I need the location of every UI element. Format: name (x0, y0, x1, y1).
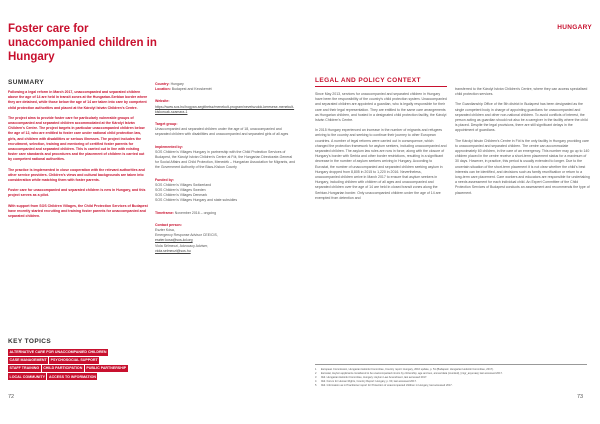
contact-label: Contact person: (155, 222, 182, 227)
contact-email-link[interactable]: eszter.kosa@sos-kd.org (155, 238, 193, 243)
legal-paragraph: In 2015 Hungary experienced an increase in the number of migrants and refugees arriving to the country and seeking to continue their journey to other European countries. A number of legal reforms were carried out in consequence, which changed the protection framework for asylum seekers, including unaccompanied and separated children. The asylum law rules are now in force, along with the closure of Hungary's border with Serbia and other border restrictions, resulting in a significant decrease in the number of asylum seekers arriving in Hungary. According to Eurostat, the number of unaccompanied and separated children seeking asylum in Hungary dropped from 8,805 in 2015 to 1,220 in 2016. Nevertheless, unaccompanied children arrive in March 2017 to ensure that asylum seekers in Hungary, including children with children of all ages and unaccompanied and separated children over the age of 14 are held in closed transit zones along the Serbian-Hungarian border. Only unaccompanied children under the age of 14 are exempted from detention and (315, 128, 447, 200)
footnote-number: 2 (315, 372, 317, 375)
key-topics-row (8, 357, 178, 364)
contact-line: Viola Sélmeczi, Advocacy Adviser, (155, 243, 209, 248)
funded-by-info (155, 178, 295, 204)
page-number-right: 73 (577, 394, 584, 400)
key-topic-tag: CHILD PARTICIPATION (43, 366, 83, 371)
footnote-text: Ibid. Forum for Human Rights, Country Report: Hungary, p. 60, last accessed 2017. (321, 380, 417, 383)
funder-line: SOS Children's Villages Sweden (155, 188, 206, 193)
contact-line: Emergency Response Advisor CEE/CIS, (155, 233, 218, 238)
summary-body (8, 90, 148, 219)
timeframe-value: November 2016 – ongoing (174, 210, 217, 215)
footnote-text: Ibid. Information as in Practitioner report for Protection of unaccompanied children in Hungary, last accessed 2017. (321, 384, 453, 387)
key-topic-tag: STAFF TRAINING (9, 366, 40, 371)
key-topic-tag: CASE MANAGEMENT (9, 358, 47, 363)
footnote-number: 3 (315, 376, 317, 379)
footnote-number: 1 (315, 368, 317, 371)
legal-paragraph: transferred to the Károlyi István Children's Centre, where they can access specialised child protection services. (455, 87, 588, 97)
legal-paragraph: The Károlyi István Children's Centre in Fót is the only facility in Hungary providing care to unaccompanied and separated children. The centre can accommodate approximately 60 children, in the care of an emergency. This number may go up to 140 children placed in the centre receive a short-term placement status for a maximum of 30 days. However, in practice, this period is usually extended to longer. Due to the uncertain situation of the short-term placement it is not clear whether the child's best interests can be identified, and decisions such as family reunification or return to a long-term care placement. Care workers and educators are responsible for undertaking a needs assessment for each individual child. An Expert Committee of the Child Protection Services of Budapest conducts an assessment and recommends the type of placement. (455, 138, 590, 195)
key-topics-row (8, 349, 178, 356)
country-tag: HUNGARY (557, 24, 592, 31)
key-topic-tag: PUBLIC PARTNERSHIP (86, 366, 127, 371)
legal-continued (455, 87, 590, 201)
key-topic-tag: LOCAL COMMUNITY (9, 374, 45, 379)
target-group-label: Target group: (155, 122, 178, 127)
key-topics-row (8, 373, 178, 380)
footnote-number: 5 (315, 384, 317, 387)
footnote-text: European Commission, Hungarian Helsinki Committee, Country report: Hungary, 2016 update, p. 51 (Budapest: Hungarian Helsinki Committee, 2017). (321, 368, 494, 371)
summary-section (8, 79, 148, 224)
footnote-text: Eurostat, Asylum applicants considered to be unaccompanied minors by citizenship, age and sex, annual data (rounded), [migr_asyunaa], last accessed 2017. (321, 372, 503, 375)
summary-heading: SUMMARY (8, 79, 45, 86)
timeframe-info (155, 211, 295, 216)
contact-info (155, 223, 295, 254)
implemented-by-value: SOS Children's Villages Hungary in partnership with the Child Protection Services of Budapest, the Károlyi István Children's Centre at Fót, the Hungarian Directorate-General for Social Affairs and Child Protection, Menedék – Hungarian Association for Migrants, and the Government Authority of the Bács-Kiskun County (155, 149, 296, 170)
summary-paragraph: The project aims to provide foster care for particularly vulnerable groups of unaccompanied and separated children accommodated at the Károlyi István Children's Centre. The project targets in particular unaccompanied children below the age of 12, who are entitled to foster care under national child protection law, girls, and children with disabilities or serious illnesses. The project includes the recruitment, selection, training and mentoring of certified foster parents for unaccompanied and separated children. This is carried out in line with existing foster care standards and procedures and the placement of children is carried out by competent national authorities. (8, 115, 145, 162)
footnote (315, 384, 587, 388)
website-info (155, 99, 295, 115)
summary-paragraph: Foster care for unaccompanied and separated children is new in Hungary, and this project serves as a pilot. (8, 188, 146, 198)
footnote-text: Ibid. Hungarian Helsinki Committee, Hungary: Asylum Law Amendment, last accessed 2017. (321, 376, 428, 379)
key-topic-tag: ALTERNATIVE CARE FOR UNACCOMPANIED CHILDREN (9, 350, 107, 355)
key-topics-row (8, 365, 178, 372)
funder-line: SOS Children's Villages Switzerland (155, 182, 212, 187)
contact-line: Eszter Kósa, (155, 228, 175, 233)
project-info (155, 82, 295, 261)
key-topics-heading: KEY TOPICS (8, 338, 52, 345)
timeframe-label: Timeframe: (155, 210, 174, 215)
contact-email-link[interactable]: viola.selmeczi@sos.hu (155, 248, 191, 253)
legal-paragraph: The Guardianship Office of the 5th district in Budapest has been designated as the single competent body in charge of appointing guardians for unaccompanied and separated children and other non-national children. To avoid conflicts of interest, the person acting as guardian should not also be a caregiver in the facility where the child is placed. Despite the legal provisions, there are still significant delays in the appointment of guardians. (455, 102, 588, 133)
key-topic-tag: ACCESS TO INFORMATION (48, 374, 96, 379)
country-info (155, 82, 295, 92)
summary-paragraph: Following a legal reform in March 2017, unaccompanied and separated children above the age of 14 are held in transit zones at the Hungarian-Serbian border where they are detained, while those below the age of 14 are taken into care by competent child protection authorities and placed at the Károlyi István Children's Centre. (8, 90, 148, 110)
funder-line: SOS Children's Villages Hungary and state subsidies (155, 198, 238, 203)
legal-paragraph: Since May 2013, services for unaccompanied and separated children in Hungary have been the responsibility of the country's child protection system. Unaccompanied and separated children are appointed a guardian, who is legally responsible for their care and their legal representation. They are entitled to the same care arrangements as Hungarian children, and hosted in a designated child protection facility, the Károlyi István Children's Centre. (315, 92, 447, 123)
country-label: Country: (155, 82, 170, 86)
location-value: Budapest and Kecskemét (171, 87, 212, 92)
country-value: Hungary (170, 82, 184, 86)
website-label: Website: (155, 99, 170, 104)
funder-line: SOS Children's Villages Denmark (155, 193, 208, 198)
footnote-number: 4 (315, 380, 317, 383)
target-group-info (155, 122, 295, 138)
funded-by-label: Funded by: (155, 177, 174, 182)
target-group-value: Unaccompanied and separated children under the age of 18, unaccompanied and separated children with disabilities and unaccompanied and separated girls of all ages (155, 127, 289, 137)
footnotes (315, 364, 587, 388)
implemented-by-info (155, 145, 295, 171)
location-label: Location: (155, 87, 171, 92)
key-topic-tag: PSYCHOSOCIAL SUPPORT (50, 358, 98, 363)
key-topics-section (8, 338, 178, 381)
summary-paragraph: With support from SOS Children Villages, the Child Protection Services of Budapest have recently started recruiting and training foster parents for unaccompanied and separated children. (8, 203, 148, 219)
page-number-left: 72 (8, 394, 15, 400)
legal-heading: LEGAL AND POLICY CONTEXT (315, 77, 447, 87)
implemented-by-label: Implemented by: (155, 144, 183, 149)
website-link[interactable]: https://www.sos.hu/hogyan-segithetsz/menekult-program/nevelszulok-keresese-menekult-kiskoruak-szamara-1 (155, 104, 295, 114)
legal-policy-section (315, 77, 447, 206)
summary-paragraph: The practice is implemented in close cooperation with the relevant authorities and other service providers. Children's views and cultural backgrounds are taken into consideration while matching them with foster parents. (8, 167, 145, 183)
page-title: Foster care for unaccompanied children in Hungary (8, 23, 157, 64)
